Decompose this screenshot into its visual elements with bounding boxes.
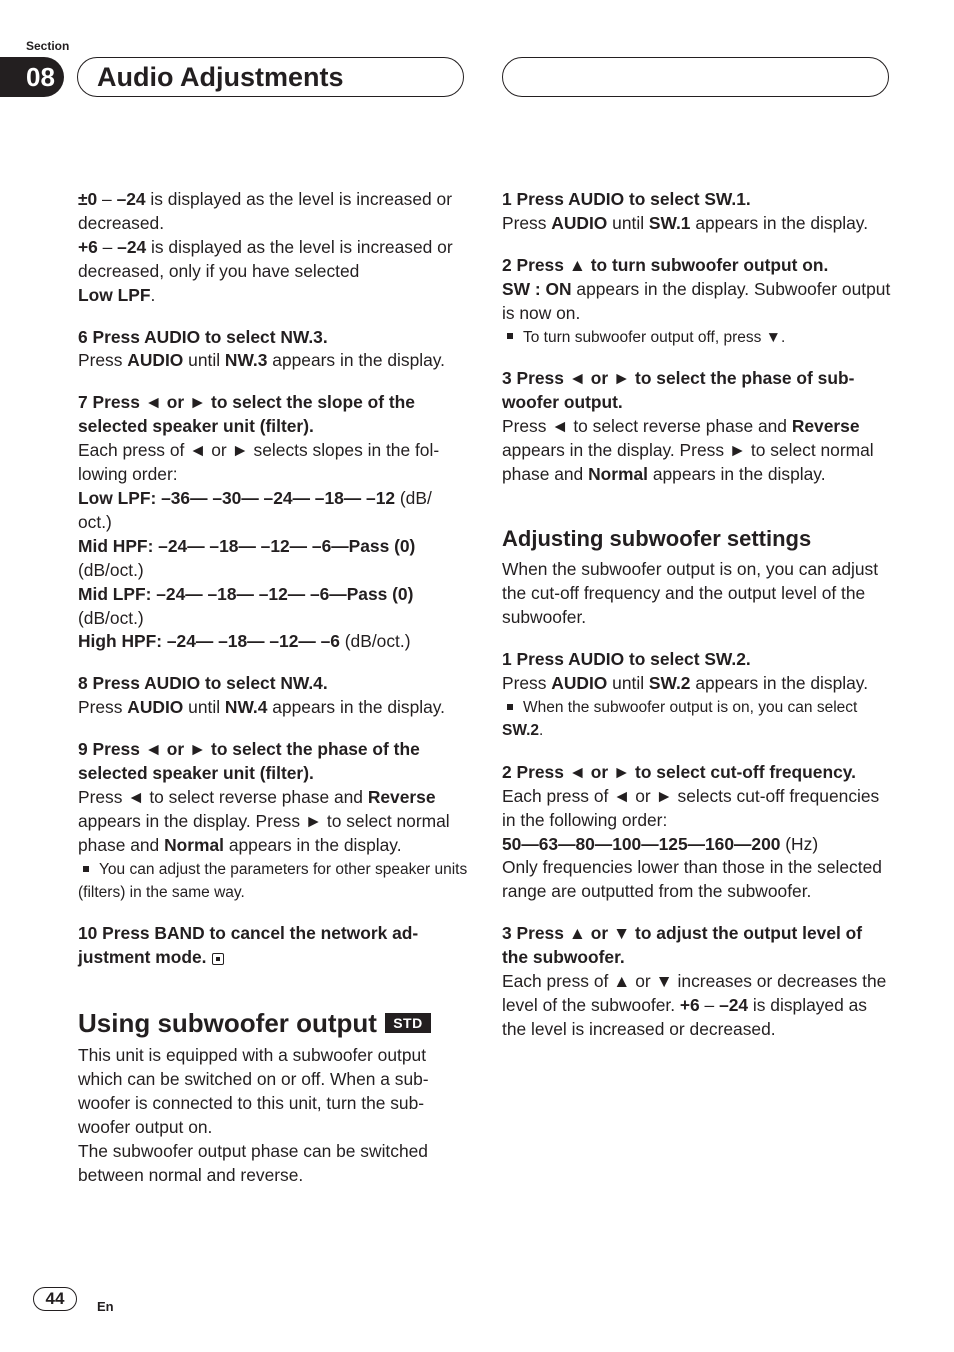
step-8-heading: 8 Press AUDIO to select NW.4. [78, 673, 328, 694]
sw-step-3-heading: 3 Press ◄ or ► to select the phase of subwoofer output. [502, 367, 855, 412]
heading-adjusting-subwoofer-settings: Adjusting subwoofer settings [502, 526, 812, 552]
step-6-heading: 6 Press AUDIO to select NW.3. [78, 326, 328, 347]
adj-step-1-heading: 1 Press AUDIO to select SW.2. [502, 649, 751, 670]
bullet-square-icon [83, 866, 89, 872]
step-7-heading: 7 Press ◄ or ► to select the slope of the selected speaker unit (filter). [78, 392, 415, 437]
page-title: Audio Adjustments [97, 62, 344, 92]
right-column [502, 188, 892, 1042]
heading-using-subwoofer-output: Using subwoofer output STD [78, 1008, 468, 1038]
slope-low-lpf: Low LPF: –36— –30— –24— –18— –12 (dB/ oct.) [78, 487, 432, 532]
header-right-frame [502, 57, 889, 97]
left-column [78, 188, 468, 1188]
std-badge: STD [385, 1013, 431, 1033]
subwoofer-phase-text: The subwoofer output phase can be switched between normal and reverse. [78, 1140, 428, 1185]
adj-step-2-text: Each press of ◄ or ► selects cut-off frequencies in the following order: [502, 785, 880, 830]
step-9-text: Press ◄ to select reverse phase and Reverse appears in the display. Press ► to select normal phase and Normal appears in the display. [78, 786, 450, 855]
bullet-square-icon [507, 704, 513, 710]
sw-step-2-text: SW : ON appears in the display. Subwoofer output is now on. [502, 278, 891, 323]
step-9-note: You can adjust the parameters for other speaker units (filters) in the same way. [78, 860, 468, 902]
language-label: En [97, 1299, 114, 1314]
sw-step-2-heading: 2 Press ▲ to turn subwoofer output on. [502, 254, 829, 275]
sw-step-1-heading: 1 Press AUDIO to select SW.1. [502, 189, 751, 209]
step-8-text: Press AUDIO until NW.4 appears in the display. [78, 697, 446, 718]
sw-step-1-text: Press AUDIO until SW.1 appears in the display. [502, 212, 869, 233]
adj-step-2-heading: 2 Press ◄ or ► to select cut-off frequency. [502, 761, 856, 782]
slope-high-hpf: High HPF: –24— –18— –12— –6 (dB/oct.) [78, 631, 411, 652]
bullet-square-icon [507, 333, 513, 339]
end-mark-icon [212, 953, 224, 965]
step-7-text: Each press of ◄ or ► selects slopes in the following order: [78, 440, 440, 485]
step-6-text: Press AUDIO until NW.3 appears in the display. [78, 350, 446, 371]
adj-step-3-heading: 3 Press ▲ or ▼ to adjust the output level of the subwoofer. [502, 923, 863, 968]
adj-step-3-text: Each press of ▲ or ▼ increases or decreases the level of the subwoofer. +6 – –24 is displayed as the level is increased or decreased. [502, 971, 887, 1039]
adjust-intro-text: When the subwoofer output is on, you can adjust the cut-off frequency and the output level of the subwoofer. [502, 559, 879, 628]
adj-step-2-text-2: Only frequencies lower than those in the selected range are outputted from the subwoofer. [502, 857, 882, 902]
step-9-heading: 9 Press ◄ or ► to select the phase of the selected speaker unit (filter). [78, 739, 420, 784]
section-label: Section [26, 39, 70, 53]
subwoofer-intro-text: This unit is equipped with a subwoofer output which can be switched on or off. When a subwoofer is connected to this unit, turn the subwoofer output on. [78, 1045, 429, 1137]
step-10-heading: 10 Press BAND to cancel the network adjustment mode. [78, 923, 419, 968]
page-number: 44 [33, 1287, 77, 1311]
section-number-badge: 08 [0, 57, 64, 97]
paragraph-level-range: ±0 – –24 is displayed as the level is increased or decreased. [78, 189, 453, 233]
slope-mid-lpf: Mid LPF: –24— –18— –12— –6—Pass (0) (dB/oct.) [78, 583, 414, 628]
slope-mid-hpf: Mid HPF: –24— –18— –12— –6—Pass (0) (dB/oct.) [78, 535, 416, 580]
sw-step-2-note: To turn subwoofer output off, press ▼. [502, 326, 892, 349]
adj-step-1-note: When the subwoofer output is on, you can select SW.2. [502, 699, 858, 740]
adj-step-1-text: Press AUDIO until SW.2 appears in the display. [502, 673, 869, 694]
cutoff-frequency-list: 50—63—80—100—125—160—200 (Hz) [502, 833, 819, 854]
paragraph-level-range-lowlpf: +6 – –24 is displayed as the level is increased or decreased, only if you have selected Low LPF. [78, 236, 453, 305]
sw-step-3-text: Press ◄ to select reverse phase and Reverse appears in the display. Press ► to select normal phase and Normal appears in the display. [502, 415, 874, 484]
